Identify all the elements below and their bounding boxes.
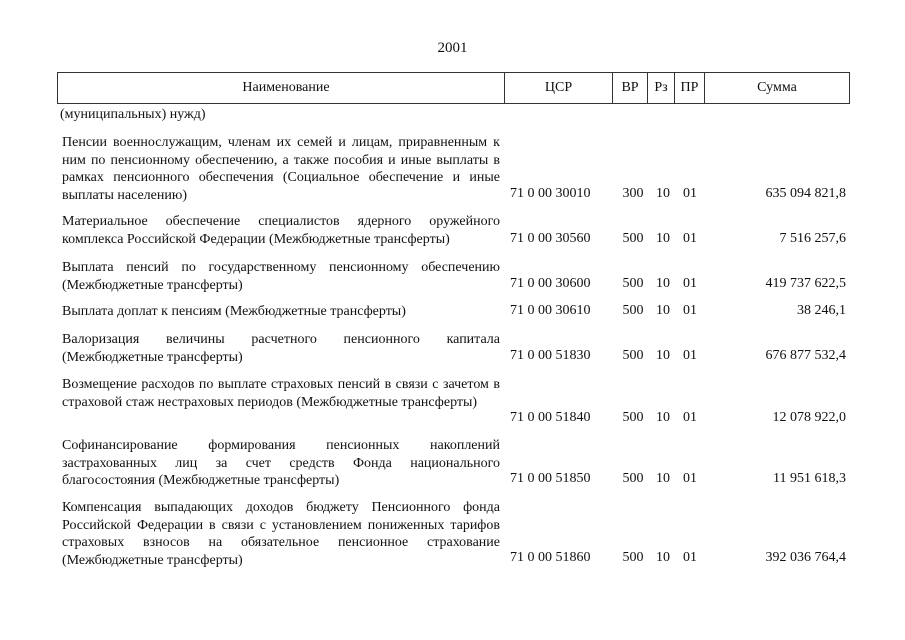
row-rz: 10 — [656, 231, 670, 246]
row-sum: 7 516 257,6 — [779, 231, 846, 246]
row-rz: 10 — [656, 276, 670, 291]
row-rz: 10 — [656, 410, 670, 425]
row-name: Выплата пенсий по государственному пенсионному обеспечению (Межбюджетные трансферты) — [62, 260, 500, 293]
row-csr: 71 0 00 30010 — [510, 186, 591, 201]
row-sum: 11 951 618,3 — [773, 471, 846, 486]
row-csr: 71 0 00 51850 — [510, 471, 591, 486]
row-sum: 676 877 532,4 — [765, 348, 846, 363]
row-rz: 10 — [656, 550, 670, 565]
row-csr: 71 0 00 51840 — [510, 410, 591, 425]
row-name: Материальное обеспечение специалистов ядерного оружейного комплекса Российской Федерации (Межбюджетные трансферты) — [62, 214, 500, 247]
row-csr: 71 0 00 30610 — [510, 303, 591, 318]
row-rz: 10 — [656, 471, 670, 486]
row-pr: 01 — [683, 471, 697, 486]
row-vr: 500 — [622, 303, 644, 318]
row-sum: 38 246,1 — [797, 303, 846, 318]
row-csr: 71 0 00 30560 — [510, 231, 591, 246]
row-pr: 01 — [683, 186, 697, 201]
row-csr: 71 0 00 51830 — [510, 348, 591, 363]
row-rz: 10 — [656, 348, 670, 363]
row-name: Пенсии военнослужащим, членам их семей и лицам, приравненным к ним по пенсионному обеспечению, а также пособия и иные выплаты в рамках пенсионного обеспечения (Социальное обеспечение и иные выплаты населению) — [62, 135, 500, 203]
header-pr: ПР — [680, 80, 699, 95]
row-name: Компенсация выпадающих доходов бюджету Пенсионного фонда Российской Федерации в связи с установлением пониженных тарифов страховых взносов на обязательное пенсионное страхование (Межбюджетные трансферты) — [62, 500, 500, 568]
row-sum: 392 036 764,4 — [765, 550, 846, 565]
row-pr: 01 — [683, 231, 697, 246]
row-csr: 71 0 00 30600 — [510, 276, 591, 291]
table-header — [57, 72, 850, 104]
row-name: Возмещение расходов по выплате страховых пенсий в связи с зачетом в страховой стаж нестраховых периодов (Межбюджетные трансферты) — [62, 377, 500, 410]
page-number: 2001 — [437, 40, 468, 56]
row-rz: 10 — [656, 186, 670, 201]
row-vr: 500 — [622, 231, 644, 246]
row-pr: 01 — [683, 550, 697, 565]
row-name: Выплата доплат к пенсиям (Межбюджетные трансферты) — [62, 304, 406, 319]
row-vr: 500 — [622, 550, 644, 565]
header-name: Наименование — [242, 80, 330, 95]
header-vr: ВР — [621, 80, 639, 95]
header-rz: Рз — [654, 80, 668, 95]
carry-over-text: (муниципальных) нужд) — [60, 107, 206, 122]
row-sum: 419 737 622,5 — [765, 276, 846, 291]
row-vr: 500 — [622, 471, 644, 486]
header-csr: ЦСР — [544, 80, 573, 95]
row-pr: 01 — [683, 348, 697, 363]
header-sum: Сумма — [757, 80, 797, 95]
row-pr: 01 — [683, 410, 697, 425]
row-vr: 300 — [622, 186, 644, 201]
row-rz: 10 — [656, 303, 670, 318]
row-name: Валоризация величины расчетного пенсионного капитала (Межбюджетные трансферты) — [62, 332, 500, 365]
row-name: Софинансирование формирования пенсионных накоплений застрахованных лиц за счет средств Фонда национального благосостояния (Межбюджетные трансферты) — [62, 438, 500, 488]
row-pr: 01 — [683, 303, 697, 318]
row-vr: 500 — [622, 276, 644, 291]
row-sum: 635 094 821,8 — [765, 186, 846, 201]
row-sum: 12 078 922,0 — [772, 410, 846, 425]
row-csr: 71 0 00 51860 — [510, 550, 591, 565]
row-vr: 500 — [622, 348, 644, 363]
row-vr: 500 — [622, 410, 644, 425]
row-pr: 01 — [683, 276, 697, 291]
